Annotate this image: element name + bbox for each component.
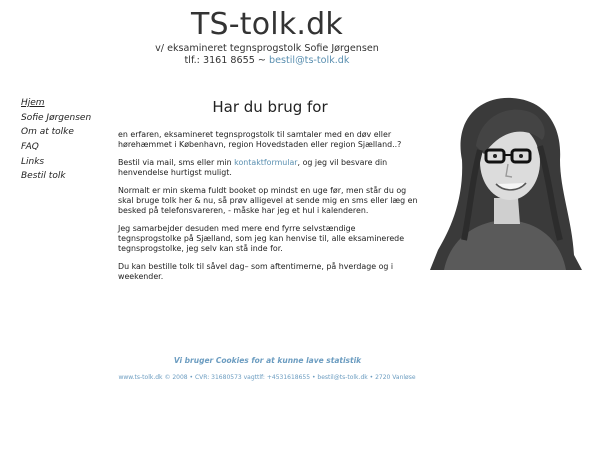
nav-item-faq[interactable]: FAQ (21, 142, 39, 153)
nav-item-links[interactable]: Links (21, 156, 45, 167)
booking-paragraph: Normalt er min skema fuldt booket op mindst en uge før, men står du og skal bruge tolk her & nu, så prøv alligevel at sende mig en sms eller læg en besked på telefonsvareren, - måske har jeg et hul i kalenderen. (118, 186, 418, 215)
hours-paragraph: Du kan bestille tolk til såvel dag– som aftentimerne, på hverdage og i weekender. (118, 262, 394, 281)
contact-line (0, 55, 534, 67)
page-heading: Har du brug for (212, 98, 328, 116)
site-footer: www.ts-tolk.dk © 2008 • CVR: 31680573 vagttlf: +4531618655 • bestil@ts-tolk.dk • 2720 Vanløse (118, 374, 416, 381)
portrait-photo (424, 90, 582, 270)
contact-form-link[interactable]: kontaktformular (234, 158, 298, 167)
nav-item-hjem[interactable]: Hjem (21, 98, 45, 108)
site-header (0, 8, 534, 67)
site-title: TS-tolk.dk (191, 7, 343, 42)
collaboration-paragraph: Jeg samarbejder desuden med mere end fyrre selvstændige tegnsprogstolke på Sjælland, som jeg kan henvise til, alle eksaminerede tegnsprogstolke, jeg selv kan stå inde for. (118, 224, 405, 253)
intro-paragraph: en erfaren, eksamineret tegnsprogstolk til samtaler med en døv eller hørehæmmet i København, region Hovedstaden eller region Sjælland..? (118, 130, 402, 149)
nav-item-bestil-tolk[interactable]: Bestil tolk (21, 171, 66, 182)
main-nav (21, 96, 121, 184)
main-content (118, 130, 418, 290)
email-link[interactable]: bestil@ts-tolk.dk (269, 55, 350, 66)
cookie-notice: Vi bruger Cookies for at kunne lave statistik (173, 356, 362, 365)
site-subtitle: v/ eksamineret tegnsprogstolk Sofie Jørgensen (155, 43, 379, 54)
phone-text: tlf.: 3161 8655 ~ (184, 55, 269, 66)
nav-item-sofie-jorgensen[interactable]: Sofie Jørgensen (21, 112, 92, 123)
order-paragraph: Bestil via mail, sms eller min kontaktformular, og jeg vil besvare din henvendelse hurtigst muligt. (118, 158, 388, 177)
nav-item-om-at-tolke[interactable]: Om at tolke (21, 127, 74, 138)
